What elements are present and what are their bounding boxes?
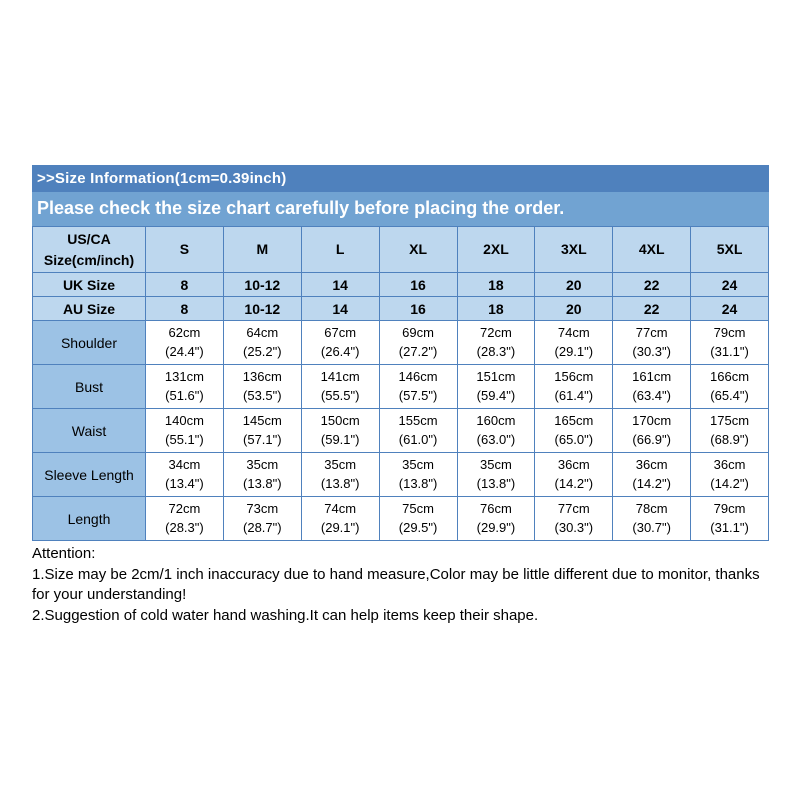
region-size-label: AU Size: [33, 297, 146, 321]
au-size-row: [33, 297, 769, 321]
size-system-label: US/CA Size(cm/inch): [33, 227, 146, 273]
attention-section: [32, 544, 769, 627]
size-chart-table: [32, 226, 769, 541]
measurement-label: Bust: [33, 365, 146, 409]
region-size-value: 14: [301, 273, 379, 297]
region-size-value: 20: [535, 273, 613, 297]
size-column-header: M: [223, 227, 301, 273]
region-size-value: 22: [613, 273, 691, 297]
region-size-value: 14: [301, 297, 379, 321]
measurement-value: 165cm (65.0"): [535, 409, 613, 453]
size-column-header: XL: [379, 227, 457, 273]
measurement-value: 140cm (55.1"): [146, 409, 224, 453]
size-information-header: >>Size Information(1cm=0.39inch): [32, 165, 769, 192]
measurement-value: 69cm (27.2"): [379, 321, 457, 365]
measurement-value: 78cm (30.7"): [613, 497, 691, 541]
measurement-label: Sleeve Length: [33, 453, 146, 497]
measurement-value: 35cm (13.8"): [223, 453, 301, 497]
measurement-value: 73cm (28.7"): [223, 497, 301, 541]
measurement-value: 131cm (51.6"): [146, 365, 224, 409]
measurement-value: 150cm (59.1"): [301, 409, 379, 453]
size-chart-notice: Please check the size chart carefully before placing the order.: [32, 192, 769, 226]
measurement-value: 77cm (30.3"): [535, 497, 613, 541]
measurement-value: 74cm (29.1"): [535, 321, 613, 365]
region-size-value: 24: [691, 297, 769, 321]
bust-row: [33, 365, 769, 409]
region-size-value: 24: [691, 273, 769, 297]
waist-row: [33, 409, 769, 453]
measurement-value: 79cm (31.1"): [691, 497, 769, 541]
region-size-value: 22: [613, 297, 691, 321]
measurement-value: 156cm (61.4"): [535, 365, 613, 409]
measurement-value: 155cm (61.0"): [379, 409, 457, 453]
measurement-value: 36cm (14.2"): [535, 453, 613, 497]
measurement-value: 175cm (68.9"): [691, 409, 769, 453]
measurement-value: 161cm (63.4"): [613, 365, 691, 409]
shoulder-row: [33, 321, 769, 365]
measurement-label: Waist: [33, 409, 146, 453]
size-column-header: S: [146, 227, 224, 273]
size-column-header: 5XL: [691, 227, 769, 273]
measurement-value: 74cm (29.1"): [301, 497, 379, 541]
attention-line-1: 1.Size may be 2cm/1 inch inaccuracy due to hand measure,Color may be little different due to monitor, thanks for your understanding!: [32, 565, 760, 604]
region-size-value: 16: [379, 297, 457, 321]
size-column-header: L: [301, 227, 379, 273]
region-size-value: 10-12: [223, 273, 301, 297]
size-header-row: [33, 227, 769, 273]
measurement-value: 72cm (28.3"): [146, 497, 224, 541]
measurement-value: 67cm (26.4"): [301, 321, 379, 365]
region-size-value: 18: [457, 297, 535, 321]
measurement-value: 36cm (14.2"): [613, 453, 691, 497]
measurement-value: 145cm (57.1"): [223, 409, 301, 453]
measurement-value: 76cm (29.9"): [457, 497, 535, 541]
measurement-value: 166cm (65.4"): [691, 365, 769, 409]
region-size-label: UK Size: [33, 273, 146, 297]
measurement-value: 75cm (29.5"): [379, 497, 457, 541]
region-size-value: 16: [379, 273, 457, 297]
uk-size-row: [33, 273, 769, 297]
size-column-header: 4XL: [613, 227, 691, 273]
measurement-value: 34cm (13.4"): [146, 453, 224, 497]
region-size-value: 8: [146, 297, 224, 321]
attention-title: Attention:: [32, 545, 96, 562]
region-size-value: 20: [535, 297, 613, 321]
measurement-value: 72cm (28.3"): [457, 321, 535, 365]
measurement-value: 35cm (13.8"): [379, 453, 457, 497]
region-size-value: 8: [146, 273, 224, 297]
size-column-header: 3XL: [535, 227, 613, 273]
attention-line-2: 2.Suggestion of cold water hand washing.It can help items keep their shape.: [32, 607, 539, 625]
measurement-value: 64cm (25.2"): [223, 321, 301, 365]
region-size-value: 10-12: [223, 297, 301, 321]
sleeve-length-row: [33, 453, 769, 497]
measurement-value: 170cm (66.9"): [613, 409, 691, 453]
measurement-value: 36cm (14.2"): [691, 453, 769, 497]
measurement-value: 35cm (13.8"): [457, 453, 535, 497]
measurement-value: 77cm (30.3"): [613, 321, 691, 365]
size-chart-content: [32, 165, 769, 627]
measurement-value: 35cm (13.8"): [301, 453, 379, 497]
measurement-value: 151cm (59.4"): [457, 365, 535, 409]
measurement-value: 146cm (57.5"): [379, 365, 457, 409]
region-size-value: 18: [457, 273, 535, 297]
measurement-label: Shoulder: [33, 321, 146, 365]
measurement-value: 62cm (24.4"): [146, 321, 224, 365]
size-column-header: 2XL: [457, 227, 535, 273]
measurement-label: Length: [33, 497, 146, 541]
measurement-value: 141cm (55.5"): [301, 365, 379, 409]
measurement-value: 136cm (53.5"): [223, 365, 301, 409]
length-row: [33, 497, 769, 541]
measurement-value: 79cm (31.1"): [691, 321, 769, 365]
measurement-value: 160cm (63.0"): [457, 409, 535, 453]
